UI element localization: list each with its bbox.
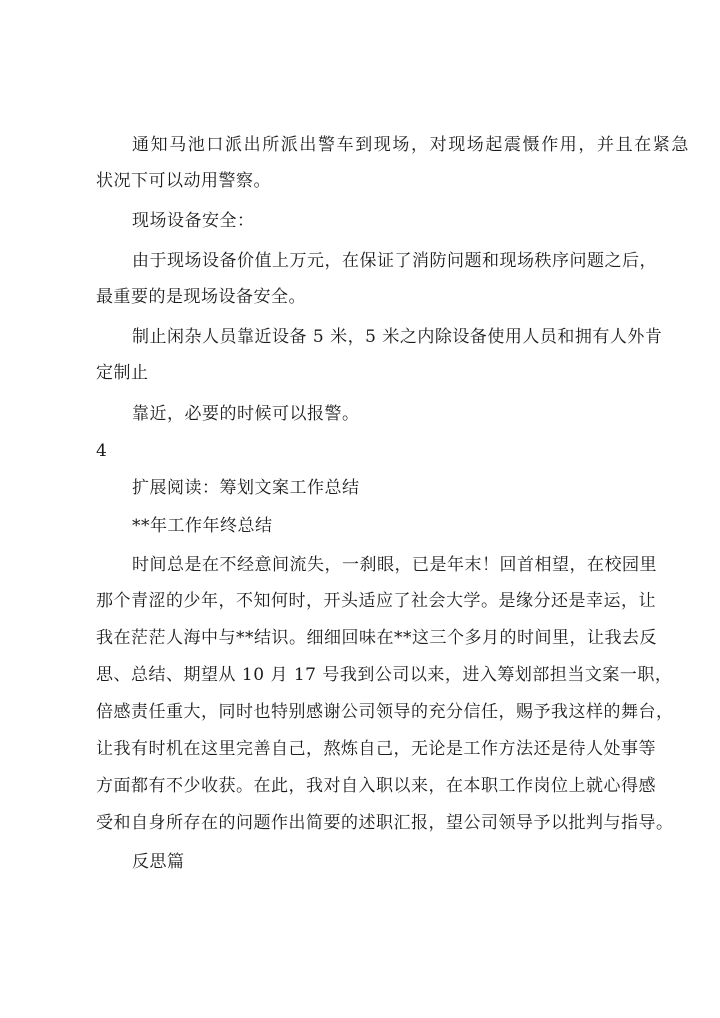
paragraph-line: 靠近，必要的时候可以报警。: [132, 404, 360, 424]
paragraph-line: 定制止: [96, 363, 149, 383]
paragraph-line: 通知马池口派出所派出警车到现场，对现场起震慑作用，并且在紧急: [132, 135, 690, 155]
paragraph-line: 我在茫茫人海中与**结识。细细回味在**这三个多月的时间里，让我去反: [96, 628, 657, 648]
paragraph-line: 制止闲杂人员靠近设备 5 米，5 米之内除设备使用人员和拥有人外肯: [132, 327, 663, 347]
paragraph-line: 倍感责任重大，同时也特别感谢公司领导的充分信任，赐予我这样的舞台，: [96, 702, 674, 722]
paragraph-line: 方面都有不少收获。在此，我对自入职以来，在本职工作岗位上就心得感: [96, 776, 656, 796]
paragraph-line: 那个青涩的少年，不知何时，开头适应了社会大学。是缘分还是幸运，让: [96, 591, 656, 611]
paragraph-line: 最重要的是现场设备安全。: [96, 287, 306, 307]
page-number: 4: [96, 441, 108, 461]
paragraph-line: 受和自身所存在的问题作出简要的述职汇报，望公司领导予以批判与指导。: [96, 813, 674, 833]
paragraph-line: 时间总是在不经意间流失，一刹眼，已是年末！回首相望，在校园里: [132, 555, 657, 575]
extended-reading-heading: 扩展阅读：筹划文案工作总结: [132, 478, 360, 498]
paragraph-line: 思、总结、期望从 10 月 17 号我到公司以来，进入筹划部担当文案一职，: [96, 665, 673, 685]
paragraph-line: 由于现场设备价值上万元，在保证了消防问题和现场秩序问题之后，: [132, 251, 657, 271]
paragraph-line: 状况下可以动用警察。: [96, 171, 271, 191]
section-heading: 反思篇: [132, 852, 185, 872]
paragraph-line: 让我有时机在这里完善自己，熬炼自己，无论是工作方法还是待人处事等: [96, 739, 656, 759]
article-title: **年工作年终总结: [132, 516, 273, 536]
section-heading: 现场设备安全：: [132, 211, 255, 231]
